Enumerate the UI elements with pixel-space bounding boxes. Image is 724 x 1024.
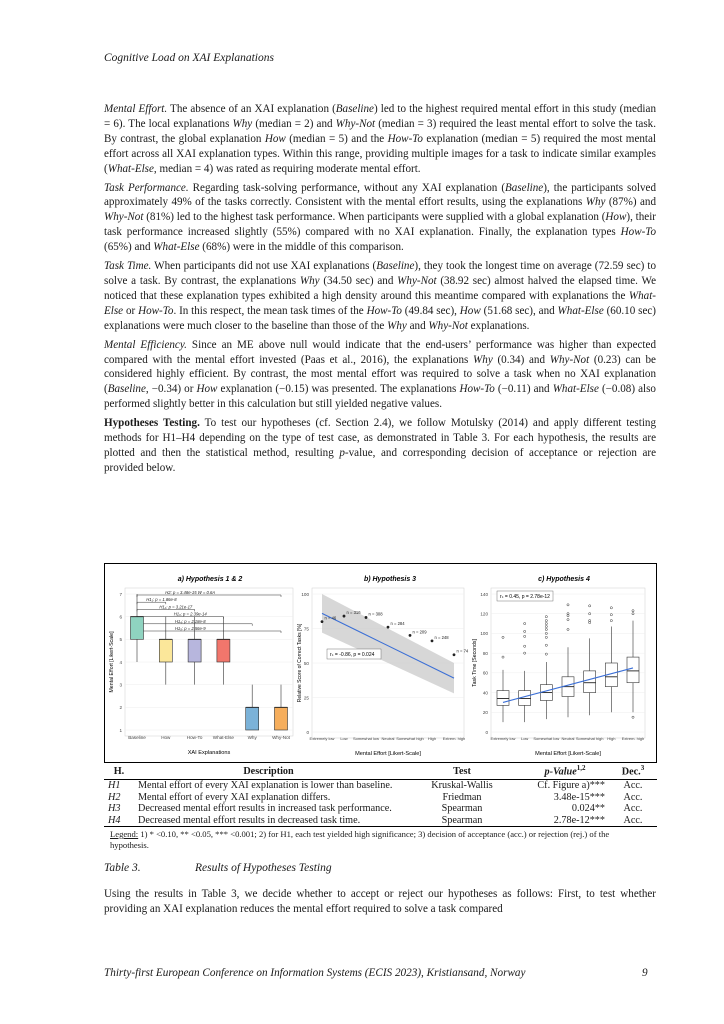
row-hypothesis: H4	[104, 815, 134, 827]
results-table	[104, 762, 657, 827]
panel-a-title: a) Hypothesis 1 & 2	[177, 576, 243, 583]
x-tick-label: Why	[247, 735, 257, 740]
row-test: Spearman	[403, 815, 521, 827]
italic-term: Why-Not	[104, 211, 144, 224]
y-tick-label: 3	[119, 682, 122, 688]
legend-label: Legend:	[110, 829, 139, 839]
y-tick-label: 25	[303, 695, 309, 701]
italic-term: Why-Not	[335, 117, 376, 130]
italic-term: Baseline	[376, 260, 415, 273]
italic-term: Baseline	[335, 103, 374, 115]
box	[188, 639, 201, 662]
italic-term: Baseline	[505, 181, 544, 194]
y-tick-label: 80	[482, 650, 488, 656]
box	[159, 639, 172, 662]
box	[584, 671, 596, 693]
data-point	[409, 634, 412, 637]
bracket-label: H1₅: p = 2.56e-9	[174, 626, 206, 631]
point-label: n = 74	[456, 648, 469, 654]
italic-term: What-Else	[107, 162, 154, 175]
x-tick-label: Somewhat high	[575, 736, 604, 741]
x-tick-label: What-Else	[212, 735, 235, 740]
data-point	[321, 620, 324, 623]
row-test: Friedman	[442, 791, 482, 803]
data-point	[431, 640, 434, 643]
row-decision: Acc.	[609, 815, 657, 827]
y-tick-label: 120	[480, 611, 488, 617]
data-point	[387, 626, 390, 629]
x-tick-label: How-To	[186, 735, 203, 740]
box	[275, 707, 288, 730]
x-tick-label: Neutral	[381, 736, 395, 741]
box	[627, 657, 639, 683]
italic-term: Why	[585, 196, 606, 209]
caption-title: Results of Hypotheses Testing	[195, 862, 332, 874]
x-tick-label: Extremely low	[490, 736, 516, 741]
panel-a-xlabel: XAI Explanations	[187, 750, 231, 756]
y-tick-label: 2	[119, 705, 122, 711]
row-pvalue: Cf. Figure a)***	[537, 780, 605, 791]
col-pvalue-label: p-Value	[544, 766, 577, 778]
point-label: n = 308	[368, 611, 383, 617]
italic-term: How	[459, 304, 481, 317]
italic-term: Why	[387, 319, 407, 332]
paragraph-hypotheses-testing: Hypotheses Testing. To test our hypotheses (cf. Section 2.4), we follow Motulsky (2014) and apply different testing methods for H1–H4 depending on the type of test case, as demonstrated in Table 3. For each hypothesis, the results are plotted and then the statistical method, resulting p-value, and corresponding decision of acceptance or rejection are provided below.	[104, 417, 657, 474]
row-test: Kruskal-Wallis	[431, 780, 493, 791]
x-tick-label: High	[427, 736, 437, 741]
row-pvalue: 3.48e-15***	[553, 791, 605, 803]
table-row	[104, 780, 657, 792]
runin-heading: Task Performance.	[104, 181, 189, 194]
row-pvalue: 0.024**	[571, 803, 605, 814]
row-description: Decreased mental effort results in increased task performance.	[138, 803, 392, 814]
italic-term: How-To	[138, 304, 174, 317]
point-label: n = 209	[412, 629, 427, 635]
italic-term: Why-Not	[549, 353, 590, 366]
y-tick-label: 100	[301, 591, 309, 597]
x-tick-label: Low	[340, 736, 348, 741]
row-test: Spearman	[441, 803, 483, 814]
panel-b-stat: rₛ = -0.86, p = 0.024	[330, 652, 375, 658]
row-description: Mental effort of every XAI explanation differs.	[138, 791, 331, 803]
row-hypothesis: H3	[108, 803, 121, 814]
x-tick-label: Baseline	[128, 735, 146, 740]
y-tick-label: 6	[119, 614, 122, 620]
y-tick-label: 7	[119, 591, 122, 597]
row-decision: Acc.	[623, 780, 643, 791]
italic-term: How-To	[366, 304, 402, 317]
paragraph-mental-effort: Mental Effort. The absence of an XAI explanation (Baseline) led to the highest required mental effort in this study (median = 6). The local explanations Why (median = 2) and Why-Not (median = 3) required the least mental effort to solve the task. By contrast, the global explanation How (median = 5) and the How-To explanation (median = 5) required the most mental effort across all XAI explanation types. Within this range, providing multiple images for a task to indicate similar examples (What-Else, median = 4) was rated as requiring moderate mental effort.	[104, 103, 656, 175]
panel-c-ylabel: Task Time [Seconds]	[472, 639, 478, 687]
closing-paragraph: Using the results in Table 3, we decide whether to accept or reject our hypotheses as follows: First, to test whether providing an XAI explanation reduces the mental effort required to solve a task compared	[104, 888, 656, 915]
data-point	[343, 615, 346, 618]
page-number: 9	[642, 967, 648, 979]
x-tick-label: High	[607, 736, 616, 741]
table-header-row	[104, 763, 657, 780]
bracket-label: H1₁: p = 1.86e-8	[146, 597, 177, 603]
italic-term: Why-Not	[428, 319, 468, 332]
box	[131, 617, 144, 640]
row-hypothesis: H1	[108, 780, 121, 791]
italic-term: What-Else	[153, 241, 200, 254]
x-tick-label: Somewhat low	[352, 736, 380, 741]
italic-term: What-Else	[552, 383, 599, 396]
col-pvalue	[521, 763, 609, 780]
table-row	[104, 803, 657, 815]
table-caption	[104, 862, 332, 874]
col-decision-sup: 3	[640, 764, 645, 773]
data-point	[453, 653, 456, 656]
x-tick-label: Low	[520, 736, 529, 741]
x-tick-label: Extremely low	[309, 736, 335, 741]
panel-c-xlabel: Mental Effort [Likert-Scale]	[535, 751, 601, 757]
y-tick-label: 4	[119, 659, 122, 665]
bold-runin-heading: Hypotheses Testing.	[104, 417, 200, 430]
row-decision: Acc.	[623, 803, 643, 814]
legend-text: 1) * <0.10, ** <0.05, *** <0.001; 2) for H1, each test yielded high significance; 3) decision of acceptance (acc.) or rejection (rej.) of the hypothesis.	[110, 829, 610, 850]
italic-term: How-To	[620, 226, 656, 239]
running-head: Cognitive Load on XAI Explanations	[104, 52, 274, 64]
y-tick-label: 60	[482, 670, 488, 676]
col-h: H.	[104, 763, 134, 780]
bracket-label: H1₃: p = 2.39e-14	[173, 611, 207, 617]
table-row	[104, 792, 657, 804]
runin-heading: Mental Efficiency.	[104, 338, 187, 351]
runin-heading: Task Time.	[104, 260, 152, 273]
x-tick-label: Why-Not	[272, 735, 290, 740]
panel-a-ylabel: Mental Effort [Likert-Scale]	[109, 631, 115, 693]
box	[246, 707, 259, 730]
row-hypothesis: H2	[108, 791, 121, 803]
y-tick-label: 0	[485, 729, 488, 735]
italic-term: Baseline	[107, 383, 146, 396]
y-tick-label: 5	[119, 637, 122, 643]
italic-term: How-To	[387, 132, 423, 145]
bracket-label: H1₄: p = 2.18e-8	[174, 618, 206, 624]
y-tick-label: 140	[480, 591, 488, 597]
col-pvalue-sup: 1,2	[576, 764, 586, 773]
x-tick-label: How	[161, 735, 171, 740]
x-tick-label: Somewhat high	[396, 736, 424, 741]
col-decision-label: Dec.	[621, 766, 641, 778]
bracket-label: H1₂: p = 3.21e-17	[159, 604, 193, 610]
footer: Thirty-first European Conference on Information Systems (ECIS 2023), Kristiansand, Norway	[104, 967, 526, 979]
table-legend	[110, 829, 650, 851]
y-tick-label: 50	[303, 660, 309, 666]
col-description: Description	[134, 763, 403, 780]
italic-term: p	[339, 446, 345, 459]
row-pvalue: 2.78e-12***	[521, 815, 609, 827]
paragraph-task-performance: Task Performance. Regarding task-solving performance, without any XAI explanation (Baseline), the participants solved approximately 49% of the tasks correctly. Consistent with the mental effort results, using the explanations Why (87%) and Why-Not (81%) led to the highest task performance. When participants were supplied with a global explanation (How), their task performance increased slightly (55%) compared with no XAI explanation. Finally, the explanation types How-To (65%) and What-Else (68%) were in the middle of this comparison.	[104, 181, 656, 254]
italic-term: What-Else	[557, 304, 604, 317]
body-text	[104, 102, 656, 480]
italic-term: How	[605, 211, 627, 224]
italic-term: How-To	[459, 383, 495, 396]
point-label: n = 46	[324, 615, 337, 621]
panel-c-stat: rₛ = 0.45, p = 2.78e-12	[500, 594, 550, 600]
paragraph-task-time: Task Time. When participants did not use XAI explanations (Baseline), they took the longest time on average (72.59 sec) to solve a task. By contrast, the explanations Why (34.50 sec) and Why-Not (38.92 sec) almost halved the elapsed time. We noticed that these explanation types exhibited a high density around this meantime compared with explanations the What-Else or How-To. In this respect, the mean task times of the How-To (49.84 sec), How (51.68 sec), and What-Else (60.10 sec) explanations were much closer to the baseline than those of the Why and Why-Not explanations.	[104, 260, 657, 332]
y-tick-label: 20	[482, 710, 488, 716]
y-tick-label: 0	[306, 729, 309, 735]
point-label: n = 284	[390, 621, 405, 627]
y-tick-label: 40	[482, 690, 488, 696]
col-test: Test	[403, 763, 521, 780]
row-decision: Acc.	[623, 791, 643, 803]
y-tick-label: 1	[119, 727, 122, 733]
y-tick-label: 75	[303, 626, 309, 632]
bracket-label: H2: p = 3.48e-15 W = 0.6A	[165, 590, 216, 595]
point-label: n = 248	[434, 634, 449, 640]
x-tick-label: Somewhat low	[533, 736, 560, 741]
x-tick-label: Extrem. high	[442, 736, 466, 741]
caption-label: Table 3.	[104, 862, 141, 874]
panel-c-title: c) Hypothesis 4	[538, 576, 590, 583]
paragraph-mental-efficiency: Mental Efficiency. Since an ME above null would indicate that the end-users’ performance was higher than expected compared with the mental effort invested (Paas et al., 2016), the explanations Why (0.34) and Why-Not (0.23) can be considered highly efficient. By contrast, the most mental effort was required to solve a task when no XAI explanation (Baseline, −0.34) or How explanation (−0.15) was presented. The explanations How-To (−0.11) and What-Else (−0.08) also performed slightly better in this calculation but still yielded negative values.	[104, 338, 656, 411]
italic-term: Why	[473, 353, 493, 366]
box	[217, 639, 230, 662]
italic-term: How	[196, 383, 218, 396]
data-point	[365, 616, 368, 619]
panel-b-xlabel: Mental Effort [Likert-Scale]	[355, 751, 421, 757]
row-description: Decreased mental effort results in decreased task time.	[134, 815, 403, 827]
italic-term: Why	[299, 274, 320, 287]
panel-b-ylabel: Relative Score of Correct Tasks [%]	[297, 623, 303, 703]
col-decision	[609, 763, 657, 780]
panel-b-title: b) Hypothesis 3	[363, 576, 417, 583]
x-tick-label: Extrem. high	[621, 736, 645, 741]
table-row	[104, 815, 657, 827]
italic-term: Why-Not	[397, 274, 437, 287]
italic-term: How	[264, 132, 286, 145]
row-description: Mental effort of every XAI explanation is lower than baseline.	[138, 780, 393, 791]
italic-term: Why	[232, 117, 253, 130]
runin-heading: Mental Effort.	[104, 103, 168, 115]
x-tick-label: Neutral	[561, 736, 575, 741]
point-label: n = 316	[346, 610, 361, 616]
y-tick-label: 100	[480, 631, 488, 637]
italic-term: What-Else	[104, 289, 656, 317]
box	[497, 691, 509, 706]
